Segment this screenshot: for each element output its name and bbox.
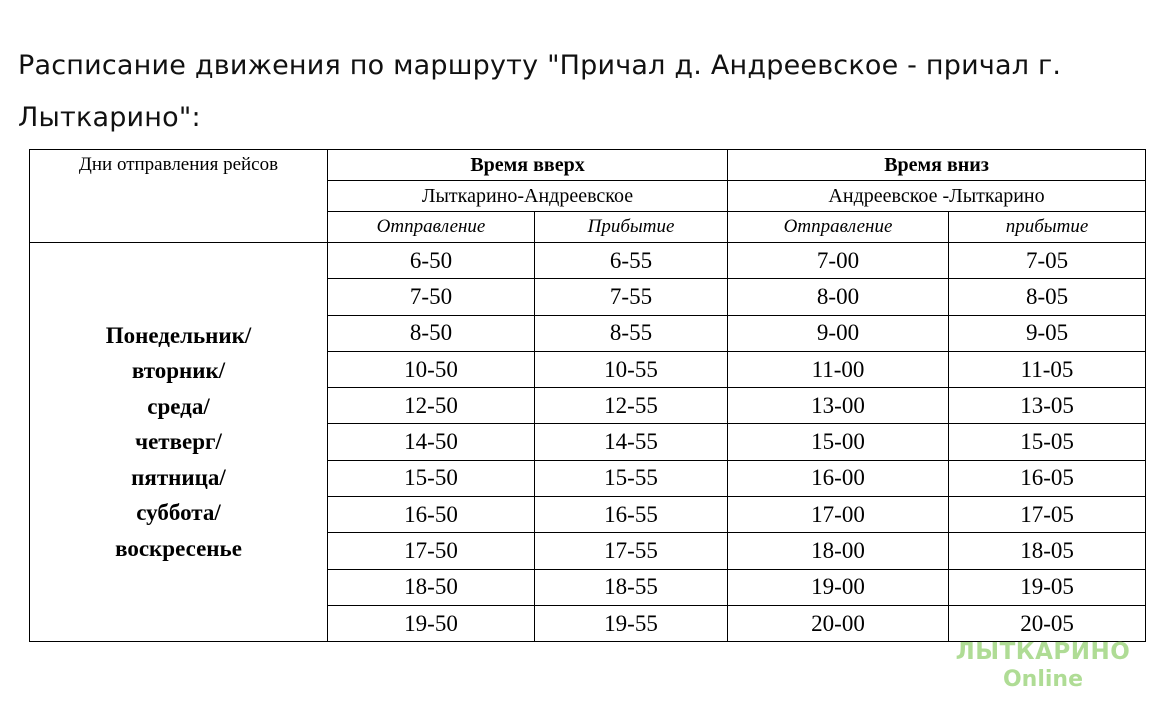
up-departure-time: 15-50 — [328, 460, 535, 496]
watermark-line2: Online — [1002, 667, 1084, 692]
day-line: Понедельник/ — [105, 322, 252, 348]
up-arrival-time: 8-55 — [535, 315, 728, 351]
down-arrival-time: 8-05 — [949, 279, 1146, 315]
down-departure-time: 15-00 — [728, 424, 949, 460]
down-departure-header: Отправление — [728, 212, 949, 243]
day-line: вторник/ — [131, 358, 226, 384]
day-line: пятница/ — [131, 464, 226, 490]
down-direction-header: Время вниз — [728, 150, 1146, 181]
page-title: Расписание движения по маршруту "Причал д. Андреевское - причал г. Лыткарино": — [18, 50, 1062, 133]
day-line: четверг/ — [135, 429, 222, 455]
down-departure-time: 13-00 — [728, 388, 949, 424]
schedule-table — [29, 149, 1146, 642]
down-arrival-time: 13-05 — [949, 388, 1146, 424]
up-arrival-time: 16-55 — [535, 497, 728, 533]
up-departure-time: 7-50 — [328, 279, 535, 315]
watermark-line1: ЛЫТКАРИНО — [955, 639, 1131, 665]
table-row — [30, 243, 1146, 279]
down-departure-time: 18-00 — [728, 533, 949, 569]
up-departure-time: 18-50 — [328, 569, 535, 605]
header-row-direction — [30, 150, 1146, 181]
up-departure-time: 19-50 — [328, 605, 535, 641]
up-arrival-time: 14-55 — [535, 424, 728, 460]
down-arrival-header: прибытие — [949, 212, 1146, 243]
up-arrival-header: Прибытие — [535, 212, 728, 243]
up-arrival-time: 12-55 — [535, 388, 728, 424]
down-departure-time: 16-00 — [728, 460, 949, 496]
down-arrival-time: 17-05 — [949, 497, 1146, 533]
site-watermark-logo — [953, 638, 1133, 694]
down-arrival-time: 7-05 — [949, 243, 1146, 279]
down-arrival-time: 9-05 — [949, 315, 1146, 351]
up-arrival-time: 10-55 — [535, 351, 728, 387]
up-departure-time: 10-50 — [328, 351, 535, 387]
up-arrival-time: 15-55 — [535, 460, 728, 496]
up-departure-time: 6-50 — [328, 243, 535, 279]
day-line: суббота/ — [136, 500, 221, 526]
down-departure-time: 9-00 — [728, 315, 949, 351]
down-departure-time: 8-00 — [728, 279, 949, 315]
up-departure-time: 8-50 — [328, 315, 535, 351]
down-arrival-time: 19-05 — [949, 569, 1146, 605]
down-arrival-time: 20-05 — [949, 605, 1146, 641]
up-direction-header: Время вверх — [328, 150, 728, 181]
up-departure-time: 14-50 — [328, 424, 535, 460]
down-departure-time: 19-00 — [728, 569, 949, 605]
up-departure-time: 17-50 — [328, 533, 535, 569]
down-arrival-time: 16-05 — [949, 460, 1146, 496]
day-line: воскресенье — [115, 535, 242, 561]
up-arrival-time: 7-55 — [535, 279, 728, 315]
down-departure-time: 11-00 — [728, 351, 949, 387]
up-departure-time: 12-50 — [328, 388, 535, 424]
up-departure-time: 16-50 — [328, 497, 535, 533]
down-route-header: Андреевское -Лыткарино — [728, 181, 1146, 212]
down-arrival-time: 11-05 — [949, 351, 1146, 387]
days-header: Дни отправления рейсов — [30, 150, 328, 243]
up-arrival-time: 19-55 — [535, 605, 728, 641]
day-line: среда/ — [147, 393, 210, 419]
up-arrival-time: 6-55 — [535, 243, 728, 279]
up-route-header: Лыткарино-Андреевское — [328, 181, 728, 212]
days-of-week-cell — [30, 243, 328, 642]
down-arrival-time: 15-05 — [949, 424, 1146, 460]
down-departure-time: 20-00 — [728, 605, 949, 641]
up-arrival-time: 18-55 — [535, 569, 728, 605]
down-departure-time: 17-00 — [728, 497, 949, 533]
down-arrival-time: 18-05 — [949, 533, 1146, 569]
down-departure-time: 7-00 — [728, 243, 949, 279]
up-departure-header: Отправление — [328, 212, 535, 243]
up-arrival-time: 17-55 — [535, 533, 728, 569]
